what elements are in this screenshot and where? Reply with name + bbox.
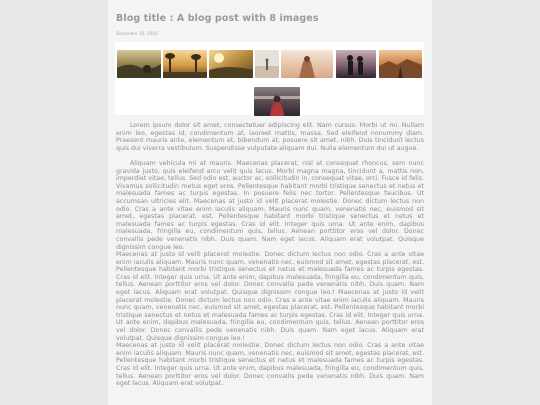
blog-post xyxy=(108,0,432,405)
gallery-image-4[interactable] xyxy=(255,50,279,78)
paragraph-4: Maecenas at justo id velit placerat molestie. Donec dictum lectus non odio. Cras a ante vitae enim iaculis aliquam. Mauris nunc quam, venenatis nec, euismod sit amet, egestas placerat, est. Pellentesque habitant morbi tristique senectus et netus et malesuada fames ac turpis egestas. Cras id elit. Integer quis urna. Ut ante enim, dapibus malesuada, fringilla eu, condimentum quis, tellus. Aenean porttitor eros vel dolor. Donec convallis pede venenatis nibh. Duis quam. Nam eget lacus. Aliquam erat volutpat. xyxy=(116,342,424,388)
paragraph-3: Maecenas at justo id velit placerat molestie. Donec dictum lectus non odio. Cras a ante vitae enim iaculis aliquam. Mauris nunc quam, venenatis nec, euismod sit amet, egestas placerat, est. Pellentesque habitant morbi tristique senectus et netus et malesuada fames ac turpis egestas. Cras id elit. Integer quis urna. Ut ante enim, dapibus malesuada, fringilla eu, condimentum quis, tellus. Aenean porttitor eros vel dolor. Donec convallis pede venenatis nibh. Duis quam. Nam eget lacus. Aliquam erat volutpat. Quisque dignissim congue leo.! Maecenas at justo id velit placerat molestie. Donec dictum lectus non odio. Cras a ante vitae enim iaculis aliquam. Mauris nunc quam, venenatis nec, euismod sit amet, egestas placerat, est. Pellentesque habitant morbi tristique senectus et netus et malesuada fames ac turpis egestas. Cras id elit. Integer quis urna. Ut ante enim, dapibus malesuada, fringilla eu, condimentum quis, tellus. Aenean porttitor eros vel dolor. Donec convallis pede venenatis nibh. Duis quam. Nam eget lacus. Aliquam erat volutpat. Quisque dignissim congue leo.! xyxy=(116,251,424,342)
gallery-image-1[interactable] xyxy=(117,50,161,78)
paragraph-1: Lorem ipsum dolor sit amet, consectetuer adipiscing elit. Nam cursus. Morbi ut mi. Nullam enim leo, egestas id, condimentum at, laoreet mattis, massa. Sed eleifend nonummy diam. Praesent mauris ante, elementum et, bibendum at, posuere sit amet, nibh. Duis tincidunt lectus quis dui viverra vestibulum. Suspendisse vulputate aliquam dui. Nulla elementum dui ut augue. xyxy=(116,122,424,152)
gallery-image-7[interactable] xyxy=(379,50,422,78)
gallery-image-6[interactable] xyxy=(336,50,376,78)
post-body xyxy=(116,122,424,388)
gallery-image-8[interactable] xyxy=(254,87,300,116)
image-gallery xyxy=(115,42,424,115)
paragraph-2: Aliquam vehicula mi at mauris. Maecenas placerat, nisl at consequat rhoncus, sem nunc gravida justo, quis eleifend arcu velit quis lacus. Morbi magna magna, tincidunt a, mattis non, imperdiet vitae, tellus. Sed odio est, auctor ac, sollicitudin in, consequat vitae, orci. Fusce id felis. Vivamus sollicitudin metus eget eros. Pellentesque habitant morbi tristique senectus et netus et malesuada fames ac turpis egestas. In posuere felis nec tortor. Pellentesque faucibus. Ut accumsan ultricies elit. Maecenas at justo id velit placerat molestie. Donec dictum lectus non odio. Cras a ante vitae enim iaculis aliquam. Mauris nunc quam, venenatis nec, euismod sit amet, egestas placerat, est. Pellentesque habitant morbi tristique senectus et netus et malesuada fames ac turpis egestas. Cras id elit. Integer quis urna. Ut ante enim, dapibus malesuada, fringilla eu, condimentum quis, tellus. Aenean porttitor eros vel dolor. Donec convallis pede venenatis nibh. Duis quam. Nam eget lacus. Aliquam erat volutpat. Quisque dignissim congue leo. xyxy=(116,159,424,251)
gallery-image-2[interactable] xyxy=(163,50,207,78)
gallery-image-3[interactable] xyxy=(209,50,253,78)
gallery-image-5[interactable] xyxy=(281,50,333,78)
post-date: December 16, 2016 xyxy=(116,31,158,36)
post-title: Blog title : A blog post with 8 images xyxy=(116,13,319,24)
